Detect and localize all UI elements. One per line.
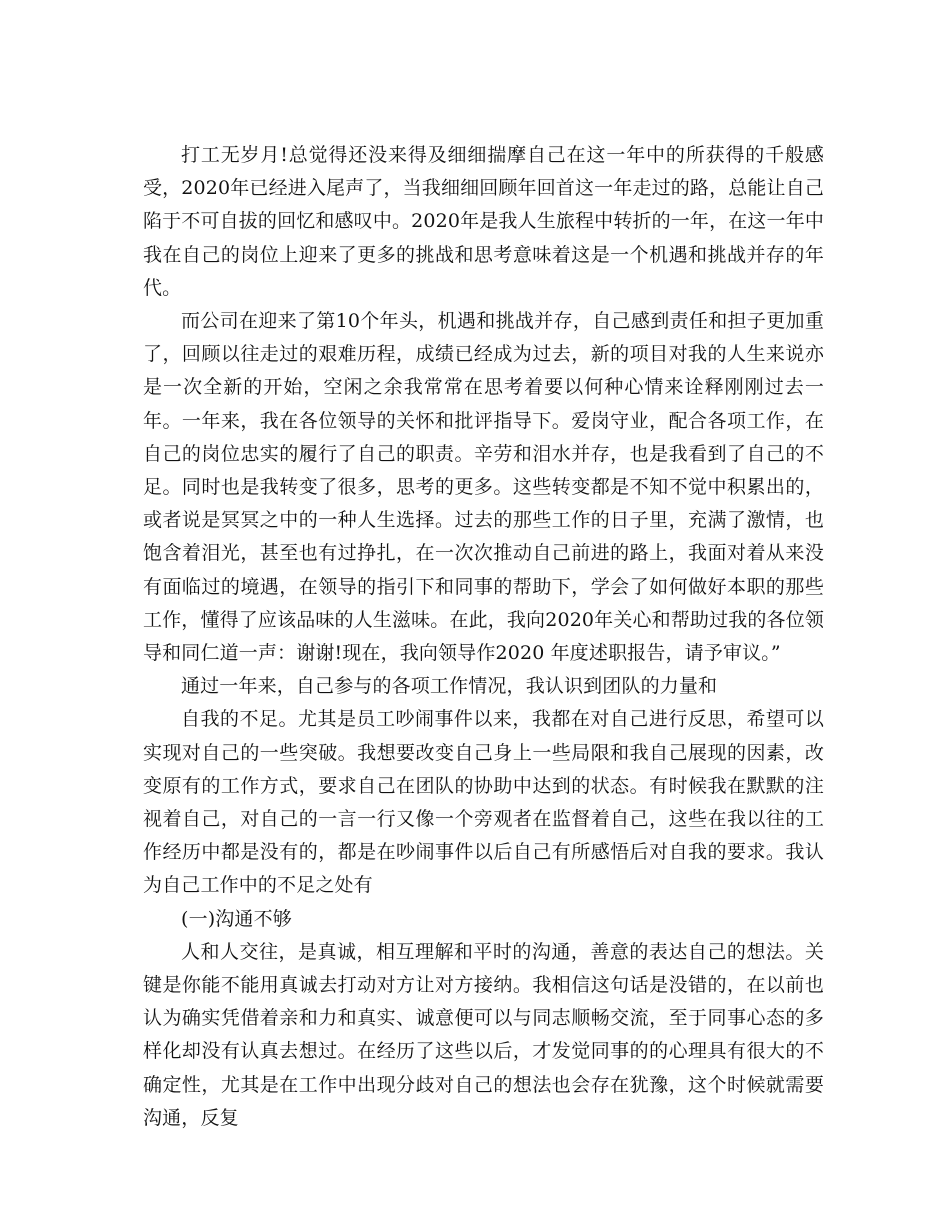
document-body bbox=[143, 139, 824, 1135]
section-heading-communication: (一)沟通不够 bbox=[181, 907, 292, 930]
paragraph-team-awareness: 通过一年来，自己参与的各项工作情况，我认识到团队的力量和 bbox=[181, 675, 718, 698]
paragraph-company-review: 而公司在迎来了第10个年头，机遇和挑战并存，自己感到责任和担子更加重了，回顾以往走过的艰难历程，成绩已经成为过去，新的项目对我的人生来说亦是一次全新的开始，空闲之余我常常在思考着要以何种心情来诠释刚刚过去一年。一年来，我在各位领导的关怀和批评指导下。爱岗守业，配合各项工作，在自己的岗位忠实的履行了自己的职责。辛劳和泪水并存，也是我看到了自己的不足。同时也是我转变了很多，思考的更多。这些转变都是不知不觉中积累出的，或者说是冥冥之中的一种人生选择。过去的那些工作的日子里，充满了激情，也饱含着泪光，甚至也有过挣扎，在一次次推动自己前进的路上，我面对着从来没有面临过的境遇，在领导的指引下和同事的帮助下，学会了如何做好本职的那些工作，懂得了应该品味的人生滋味。在此，我向2020年关心和帮助过我的各位领导和同仁道一声：谢谢!现在，我向领导作2020 年度述职报告，请予审议。” bbox=[143, 310, 824, 665]
paragraph-self-reflection: 自我的不足。尤其是员工吵闹事件以来，我都在对自己进行反思，希望可以实现对自己的一些突破。我想要改变自己身上一些局限和我自己展现的因素，改变原有的工作方式，要求自己在团队的协助中达到的状态。有时候我在默默的注视着自己，对自己的一言一行又像一个旁观者在监督着自己，这些在我以往的工作经历中都是没有的，都是在吵闹事件以后自己有所感悟后对自我的要求。我认为自己工作中的不足之处有 bbox=[143, 708, 824, 897]
paragraph-communication: 人和人交往，是真诚，相互理解和平时的沟通，善意的表达自己的想法。关键是你能不能用真诚去打动对方让对方接纳。我相信这句话是没错的，在以前也认为确实凭借着亲和力和真实、诚意便可以与同志顺畅交流，至于同事心态的多样化却没有认真去想过。在经历了这些以后，才发觉同事的的心理具有很大的不确定性，尤其是在工作中出现分歧对自己的想法也会存在犹豫，这个时候就需要沟通，反复 bbox=[143, 940, 824, 1129]
paragraph-intro: 打工无岁月!总觉得还没来得及细细揣摩自己在这一年中的所获得的千般感受，2020年已经进入尾声了，当我细细回顾年回首这一年走过的路，总能让自己陷于不可自拔的回忆和感叹中。2020年是我人生旅程中转折的一年，在这一年中我在自己的岗位上迎来了更多的挑战和思考意味着这是一个机遇和挑战并存的年代。 bbox=[143, 144, 824, 299]
